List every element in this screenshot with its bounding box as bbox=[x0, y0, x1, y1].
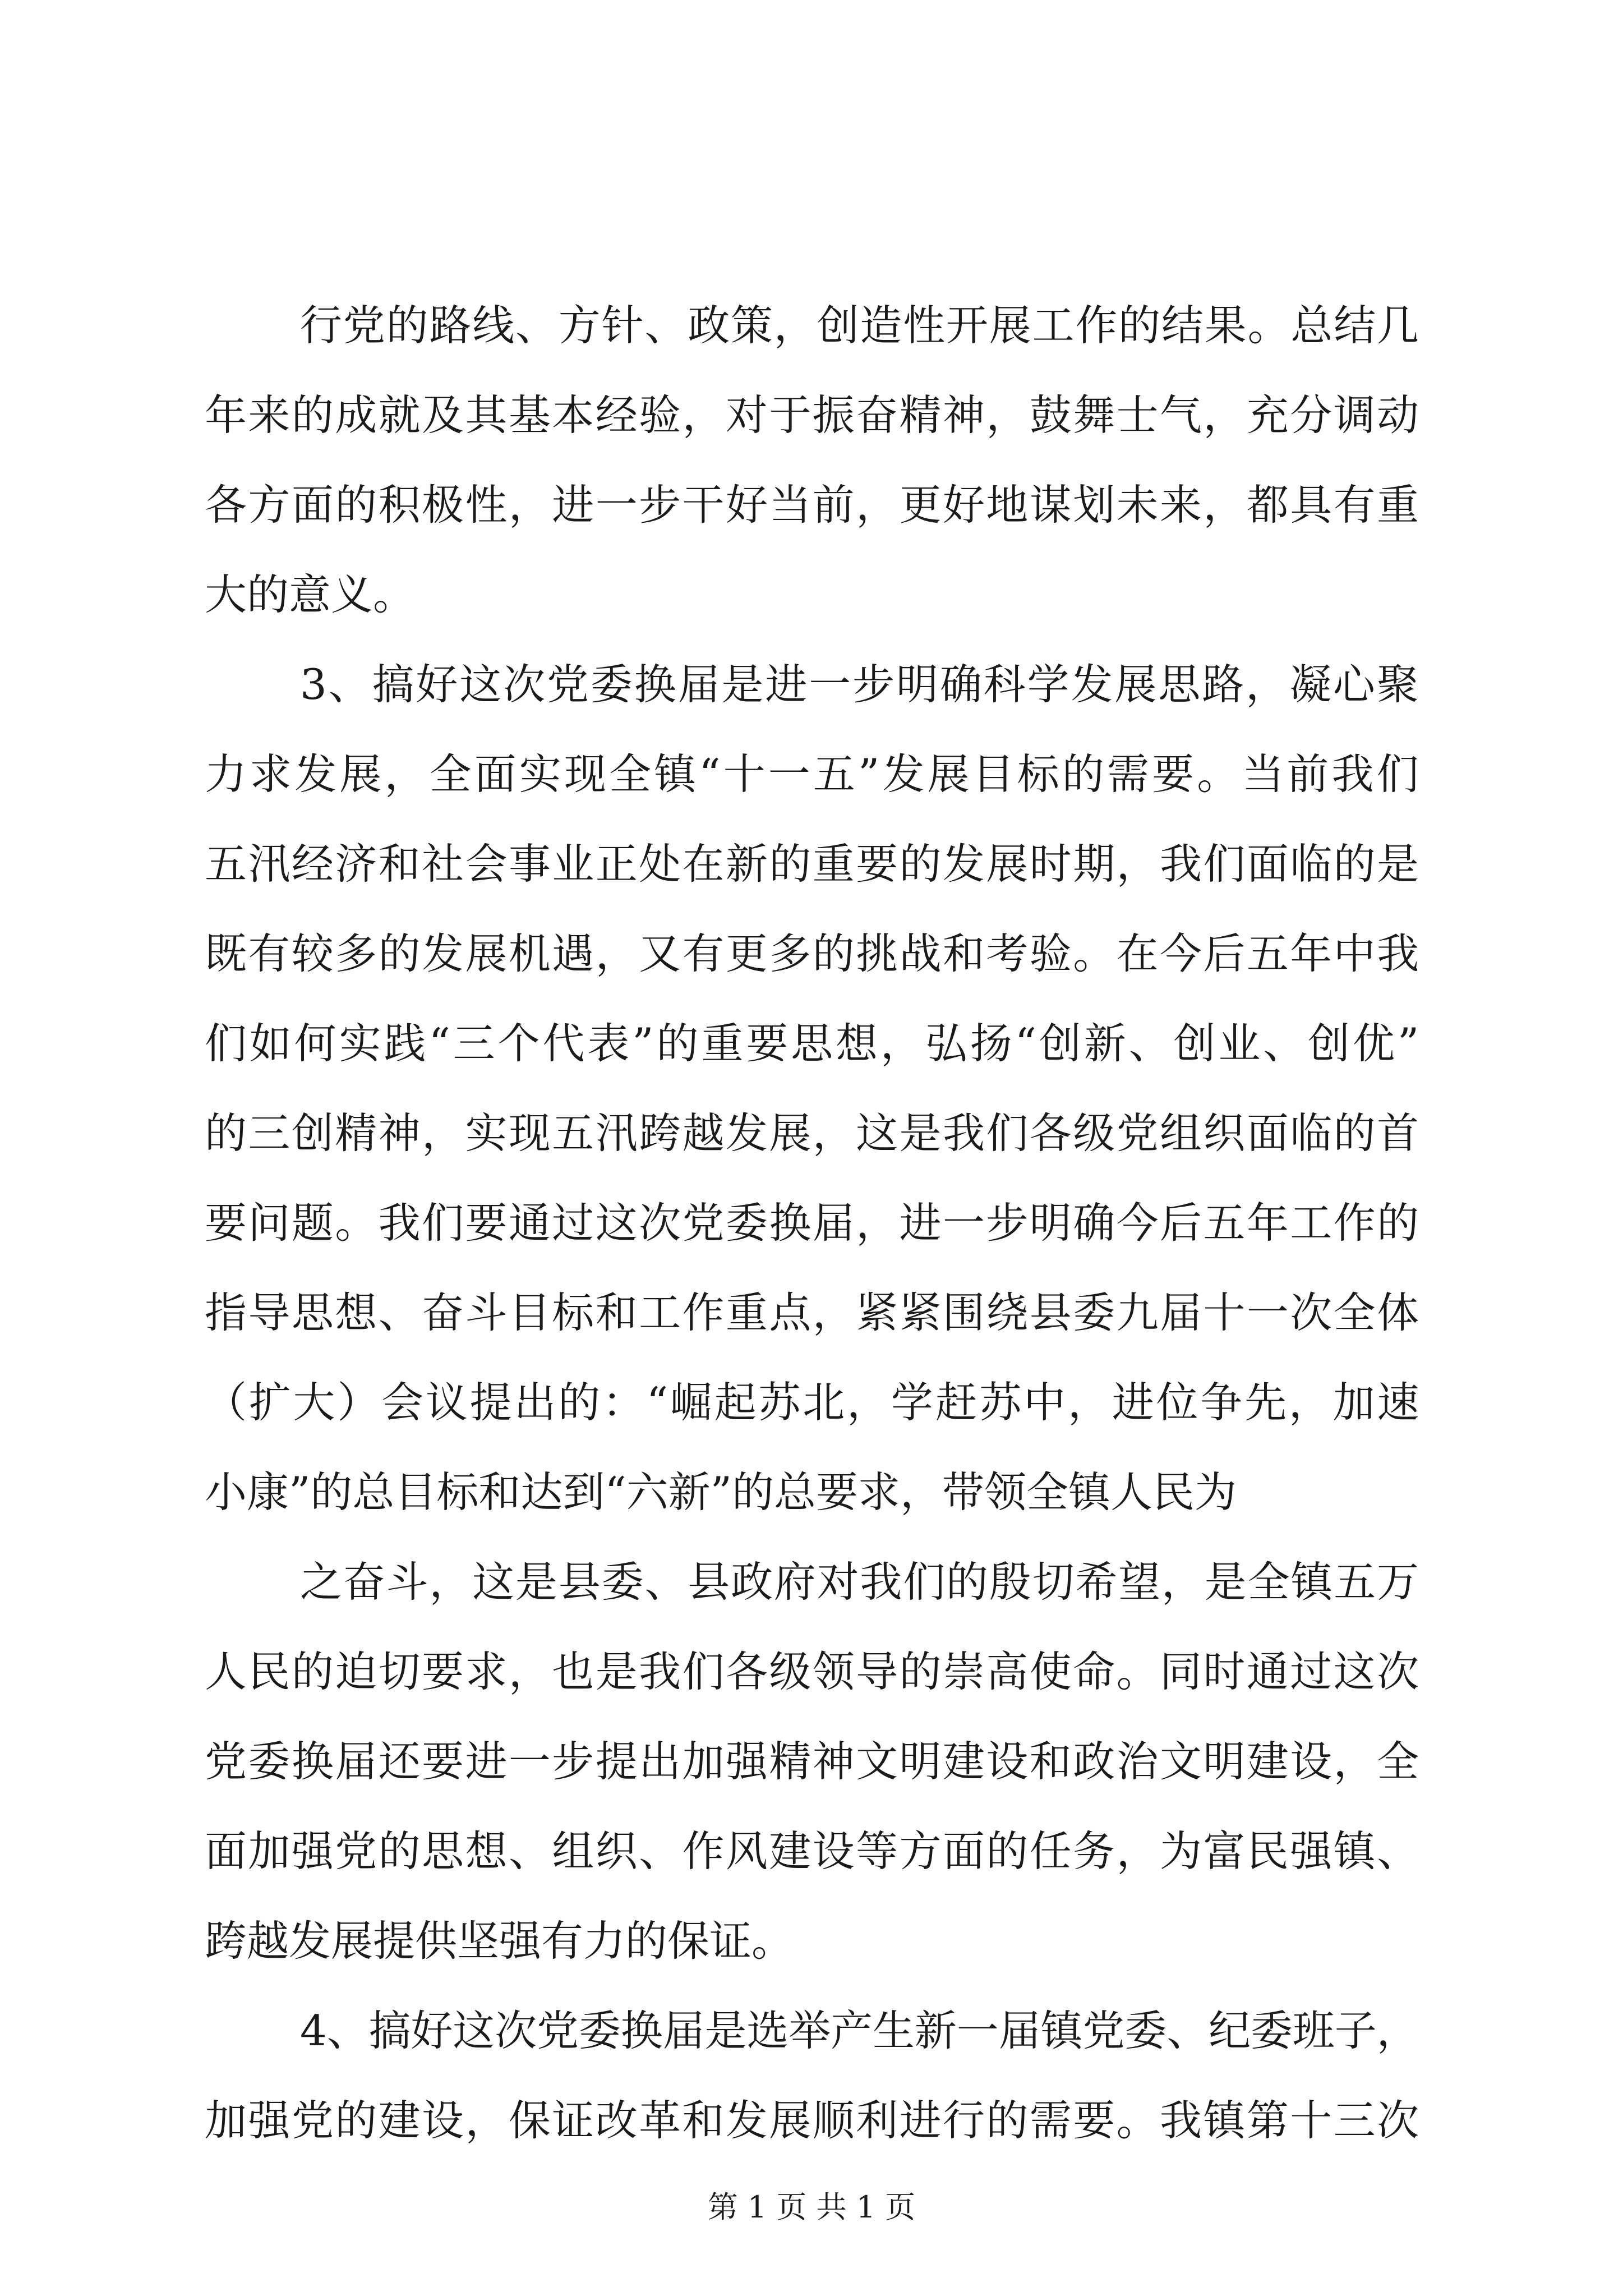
text-line: 面加强党的思想、组织、作风建设等方面的任务，为富民强镇、 bbox=[205, 1826, 1421, 1876]
text-line: 3、搞好这次党委换届是进一步明确科学发展思路，凝心聚 bbox=[300, 660, 1421, 709]
text-line: 年来的成就及其基本经验，对于振奋精神，鼓舞士气，充分调动 bbox=[205, 390, 1421, 440]
text-line: 行党的路线、方针、政策，创造性开展工作的结果。总结几 bbox=[300, 301, 1420, 350]
text-line: 人民的迫切要求，也是我们各级领导的崇高使命。同时通过这次 bbox=[205, 1647, 1421, 1696]
page-footer: 第 1 页 共 1 页 bbox=[707, 2189, 916, 2225]
text-line: 力求发展，全面实现全镇“十一五”发展目标的需要。当前我们 bbox=[205, 749, 1422, 799]
text-line: 五汛经济和社会事业正处在新的重要的发展时期，我们面临的是 bbox=[205, 839, 1421, 889]
text-line: 们如何实践“三个代表”的重要思想，弘扬“创新、创业、创优” bbox=[205, 1019, 1422, 1068]
text-line: 指导思想、奋斗目标和工作重点，紧紧围绕县委九届十一次全体 bbox=[205, 1288, 1421, 1337]
text-line: 大的意义。 bbox=[205, 570, 416, 619]
text-line: （扩大）会议提出的：“崛起苏北，学赶苏中，进位争先，加速 bbox=[205, 1378, 1422, 1427]
text-line: 既有较多的发展机遇，又有更多的挑战和考验。在今后五年中我 bbox=[205, 929, 1421, 978]
text-line: 4、搞好这次党委换届是选举产生新一届镇党委、纪委班子， bbox=[300, 2006, 1419, 2055]
text-line: 之奋斗，这是县委、县政府对我们的殷切希望，是全镇五万 bbox=[300, 1557, 1420, 1607]
text-line: 各方面的积极性，进一步干好当前，更好地谋划未来，都具有重 bbox=[205, 480, 1421, 530]
text-line: 跨越发展提供坚强有力的保证。 bbox=[205, 1916, 794, 1966]
text-line: 小康”的总目标和达到“六新”的总要求，带领全镇人民为 bbox=[205, 1467, 1237, 1517]
text-line: 加强党的建设，保证改革和发展顺利进行的需要。我镇第十三次 bbox=[205, 2096, 1421, 2145]
text-line: 要问题。我们要通过这次党委换届，进一步明确今后五年工作的 bbox=[205, 1198, 1421, 1248]
text-line: 的三创精神，实现五汛跨越发展，这是我们各级党组织面临的首 bbox=[205, 1108, 1421, 1158]
text-line: 党委换届还要进一步提出加强精神文明建设和政治文明建设，全 bbox=[205, 1737, 1421, 1786]
